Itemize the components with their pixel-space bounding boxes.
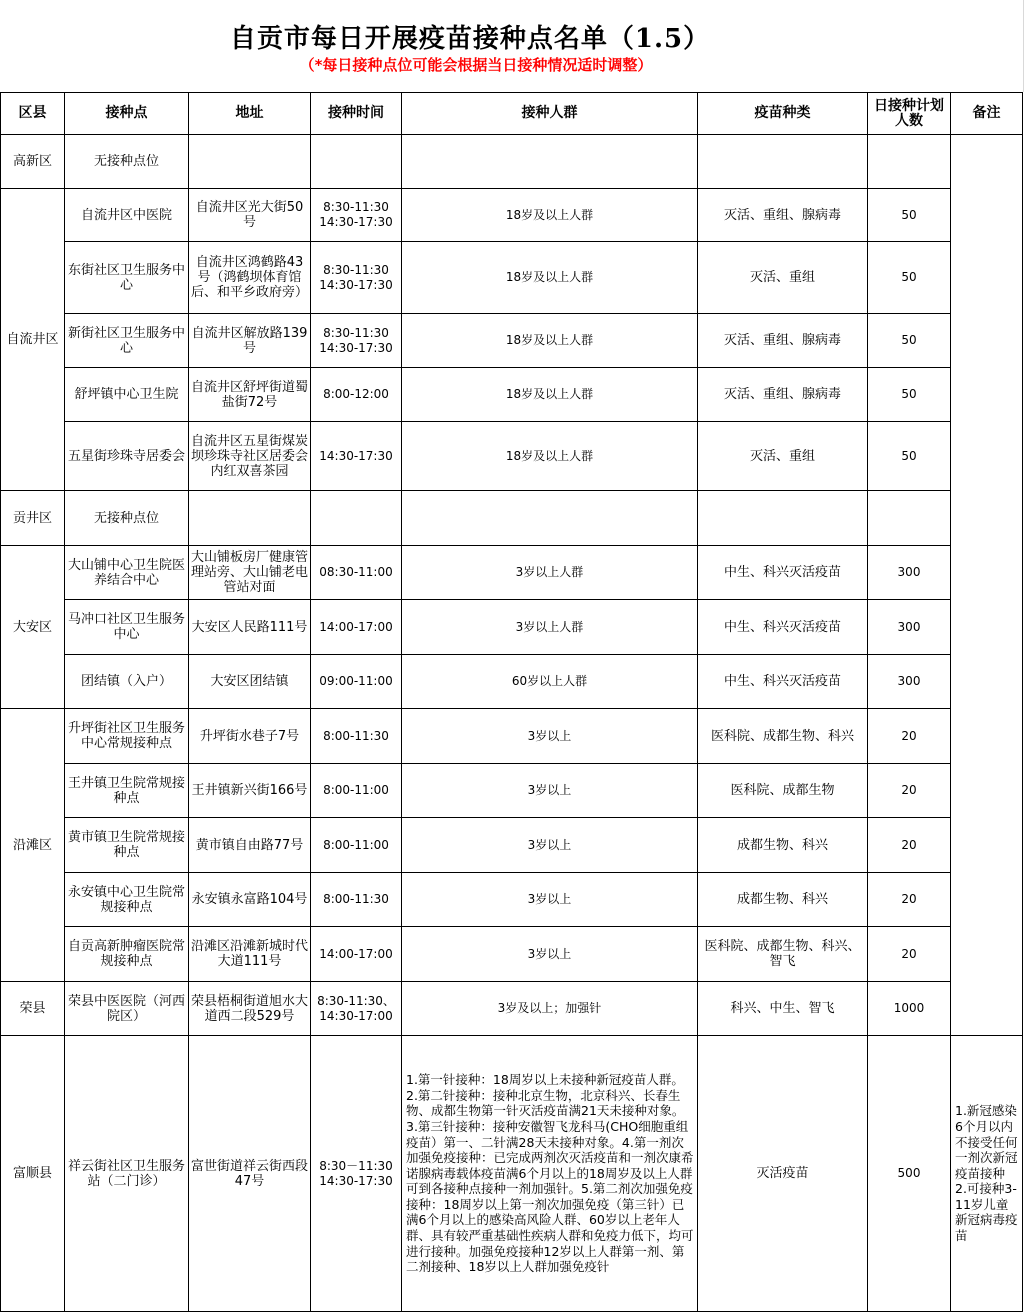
address-cell: 荣县梧桐街道旭水大道西二段529号 — [189, 982, 311, 1036]
time-cell: 8:00-11:00 — [311, 818, 402, 873]
table-row — [1, 600, 1023, 655]
site-cell: 升坪街社区卫生服务中心常规接种点 — [65, 709, 189, 764]
time-cell: 8:30-11:30 14:30-17:30 — [311, 314, 402, 368]
people-cell: 18岁及以上人群 — [402, 189, 698, 242]
vaccine-cell: 成都生物、科兴 — [698, 873, 868, 927]
header-address: 地址 — [189, 93, 311, 135]
district-cell: 大安区 — [1, 546, 65, 709]
people-cell: 18岁及以上人群 — [402, 242, 698, 314]
plan-cell: 20 — [868, 818, 951, 873]
site-cell: 团结镇（入户） — [65, 655, 189, 709]
people-cell: 18岁及以上人群 — [402, 422, 698, 491]
table-row — [1, 709, 1023, 764]
time-cell: 14:00-17:00 — [311, 600, 402, 655]
site-cell: 自流井区中医院 — [65, 189, 189, 242]
time-cell: 14:30-17:30 — [311, 422, 402, 491]
people-cell: 3岁以上人群 — [402, 546, 698, 600]
page-subtitle: （*每日接种点位可能会根据当日接种情况适时调整） — [299, 56, 653, 74]
table-row — [1, 368, 1023, 422]
plan-cell — [868, 135, 951, 189]
table-row — [1, 764, 1023, 818]
vaccine-cell: 灭活、重组、腺病毒 — [698, 314, 868, 368]
time-cell: 8:00-11:00 — [311, 764, 402, 818]
table-row — [1, 422, 1023, 491]
time-cell: 8:30-11:30、 14:30-17:00 — [311, 982, 402, 1036]
people-cell — [402, 135, 698, 189]
site-cell: 新街社区卫生服务中心 — [65, 314, 189, 368]
table-header-row — [1, 93, 1023, 135]
site-cell: 大山铺中心卫生院医养结合中心 — [65, 546, 189, 600]
plan-cell: 50 — [868, 242, 951, 314]
note-cell: 1.新冠感染6个月以内不接受任何一剂次新冠疫苗接种 2.可接种3-11岁儿童新冠病毒疫苗 — [951, 1036, 1023, 1312]
page-header — [0, 0, 1024, 92]
site-cell: 无接种点位 — [65, 135, 189, 189]
site-cell: 黄市镇卫生院常规接种点 — [65, 818, 189, 873]
district-cell: 自流井区 — [1, 189, 65, 491]
people-cell: 3岁以上 — [402, 818, 698, 873]
site-cell: 永安镇中心卫生院常规接种点 — [65, 873, 189, 927]
site-cell: 荣县中医医院（河西院区） — [65, 982, 189, 1036]
header-plan: 日接种计划人数 — [868, 93, 951, 135]
plan-cell: 50 — [868, 422, 951, 491]
address-cell: 大安区人民路111号 — [189, 600, 311, 655]
site-cell: 自贡高新肿瘤医院常规接种点 — [65, 927, 189, 982]
table-row — [1, 242, 1023, 314]
people-cell: 3岁及以上；加强针 — [402, 982, 698, 1036]
time-cell: 8:00-11:30 — [311, 873, 402, 927]
vaccine-cell: 医科院、成都生物 — [698, 764, 868, 818]
vaccine-cell: 医科院、成都生物、科兴 — [698, 709, 868, 764]
address-cell: 自流井区光大街50号 — [189, 189, 311, 242]
address-cell: 自流井区五星街煤炭坝珍珠寺社区居委会内红双喜茶园 — [189, 422, 311, 491]
table-row — [1, 655, 1023, 709]
time-cell: 8:30-11:30 14:30-17:30 — [311, 189, 402, 242]
table-row — [1, 135, 1023, 189]
address-cell: 升坪街水巷子7号 — [189, 709, 311, 764]
plan-cell: 50 — [868, 314, 951, 368]
vaccine-cell: 中生、科兴灭活疫苗 — [698, 546, 868, 600]
district-cell: 高新区 — [1, 135, 65, 189]
district-cell: 荣县 — [1, 982, 65, 1036]
district-cell: 沿滩区 — [1, 709, 65, 982]
plan-cell: 300 — [868, 546, 951, 600]
plan-cell: 50 — [868, 189, 951, 242]
header-people: 接种人群 — [402, 93, 698, 135]
plan-cell: 300 — [868, 655, 951, 709]
address-cell: 永安镇永富路104号 — [189, 873, 311, 927]
page-title: 自贡市每日开展疫苗接种点名单（1.5） — [229, 24, 711, 54]
header-site: 接种点 — [65, 93, 189, 135]
site-cell: 王井镇卫生院常规接种点 — [65, 764, 189, 818]
table-row — [1, 818, 1023, 873]
vaccine-cell: 灭活、重组、腺病毒 — [698, 189, 868, 242]
people-cell — [402, 491, 698, 546]
vaccine-cell — [698, 491, 868, 546]
people-cell: 3岁以上 — [402, 873, 698, 927]
address-cell: 自流井区解放路139号 — [189, 314, 311, 368]
site-cell: 马冲口社区卫生服务中心 — [65, 600, 189, 655]
vaccination-sites-table — [0, 92, 1023, 1312]
site-cell: 舒坪镇中心卫生院 — [65, 368, 189, 422]
address-cell: 王井镇新兴街166号 — [189, 764, 311, 818]
address-cell: 大安区团结镇 — [189, 655, 311, 709]
site-cell: 祥云街社区卫生服务站（二门诊） — [65, 1036, 189, 1312]
vaccine-cell: 灭活、重组、腺病毒 — [698, 368, 868, 422]
plan-cell: 50 — [868, 368, 951, 422]
vaccine-cell: 科兴、中生、智飞 — [698, 982, 868, 1036]
table-row — [1, 982, 1023, 1036]
table-row — [1, 491, 1023, 546]
district-cell: 富顺县 — [1, 1036, 65, 1312]
vaccine-cell — [698, 135, 868, 189]
table-row — [1, 314, 1023, 368]
vaccine-cell: 中生、科兴灭活疫苗 — [698, 600, 868, 655]
vaccine-cell: 灭活、重组 — [698, 422, 868, 491]
district-cell: 贡井区 — [1, 491, 65, 546]
vaccine-cell: 灭活、重组 — [698, 242, 868, 314]
plan-cell: 500 — [868, 1036, 951, 1312]
header-district: 区县 — [1, 93, 65, 135]
header-vaccine: 疫苗种类 — [698, 93, 868, 135]
people-cell: 18岁及以上人群 — [402, 368, 698, 422]
plan-cell: 300 — [868, 600, 951, 655]
time-cell: 8:30－11:30 14:30-17:30 — [311, 1036, 402, 1312]
address-cell — [189, 491, 311, 546]
address-cell: 富世街道祥云街西段47号 — [189, 1036, 311, 1312]
site-cell: 无接种点位 — [65, 491, 189, 546]
time-cell: 8:30-11:30 14:30-17:30 — [311, 242, 402, 314]
vaccine-cell: 灭活疫苗 — [698, 1036, 868, 1312]
people-cell: 3岁以上 — [402, 927, 698, 982]
time-cell: 08:30-11:00 — [311, 546, 402, 600]
people-cell: 18岁及以上人群 — [402, 314, 698, 368]
time-cell — [311, 491, 402, 546]
site-cell: 东街社区卫生服务中心 — [65, 242, 189, 314]
address-cell: 自流井区舒坪街道蜀盐街72号 — [189, 368, 311, 422]
people-cell: 1.第一针接种：18周岁以上未接种新冠疫苗人群。2.第二针接种：接种北京生物，北京科兴、长春生物、成都生物第一针灭活疫苗满21天未接种对象。3.第三针接种：接种安徽智飞龙科马(CHO细胞重组疫苗）第一、二针满28天未接种对象。4.第一剂次加强免疫接种：已完成两剂次灭活疫苗和一剂次康希诺腺病毒载体疫苗满6个月以上的18周岁及以上人群可到各接种点接种一剂加强针。5.第二剂次加强免疫接种：18周岁以上第一剂次加强免疫（第三针）已满6个月以上的感染高风险人群、60岁以上老年人群、具有较严重基础性疾病人群和免疫力低下，均可进行接种。加强免疫接种12岁以上人群第一剂、第二剂接种、18岁以上人群加强免疫针 — [402, 1036, 698, 1312]
header-note: 备注 — [951, 93, 1023, 135]
vaccine-cell: 中生、科兴灭活疫苗 — [698, 655, 868, 709]
address-cell — [189, 135, 311, 189]
time-cell: 14:00-17:00 — [311, 927, 402, 982]
address-cell: 大山铺板房厂健康管理站旁、大山铺老电管站对面 — [189, 546, 311, 600]
plan-cell: 20 — [868, 927, 951, 982]
site-cell: 五星街珍珠寺居委会 — [65, 422, 189, 491]
time-cell: 8:00-11:30 — [311, 709, 402, 764]
table-row — [1, 1036, 1023, 1312]
address-cell: 黄市镇自由路77号 — [189, 818, 311, 873]
plan-cell: 1000 — [868, 982, 951, 1036]
note-cell — [951, 135, 1023, 1036]
address-cell: 沿滩区沿滩新城时代大道111号 — [189, 927, 311, 982]
people-cell: 60岁以上人群 — [402, 655, 698, 709]
table-row — [1, 546, 1023, 600]
table-row — [1, 927, 1023, 982]
people-cell: 3岁以上 — [402, 709, 698, 764]
address-cell: 自流井区鸿鹤路43号（鸿鹤坝体育馆后、和平乡政府旁） — [189, 242, 311, 314]
people-cell: 3岁以上 — [402, 764, 698, 818]
people-cell: 3岁以上人群 — [402, 600, 698, 655]
table-row — [1, 873, 1023, 927]
time-cell: 8:00-12:00 — [311, 368, 402, 422]
time-cell: 09:00-11:00 — [311, 655, 402, 709]
header-time: 接种时间 — [311, 93, 402, 135]
plan-cell: 20 — [868, 709, 951, 764]
plan-cell: 20 — [868, 873, 951, 927]
plan-cell — [868, 491, 951, 546]
table-row — [1, 189, 1023, 242]
vaccine-cell: 成都生物、科兴 — [698, 818, 868, 873]
plan-cell: 20 — [868, 764, 951, 818]
vaccine-cell: 医科院、成都生物、科兴、智飞 — [698, 927, 868, 982]
time-cell — [311, 135, 402, 189]
